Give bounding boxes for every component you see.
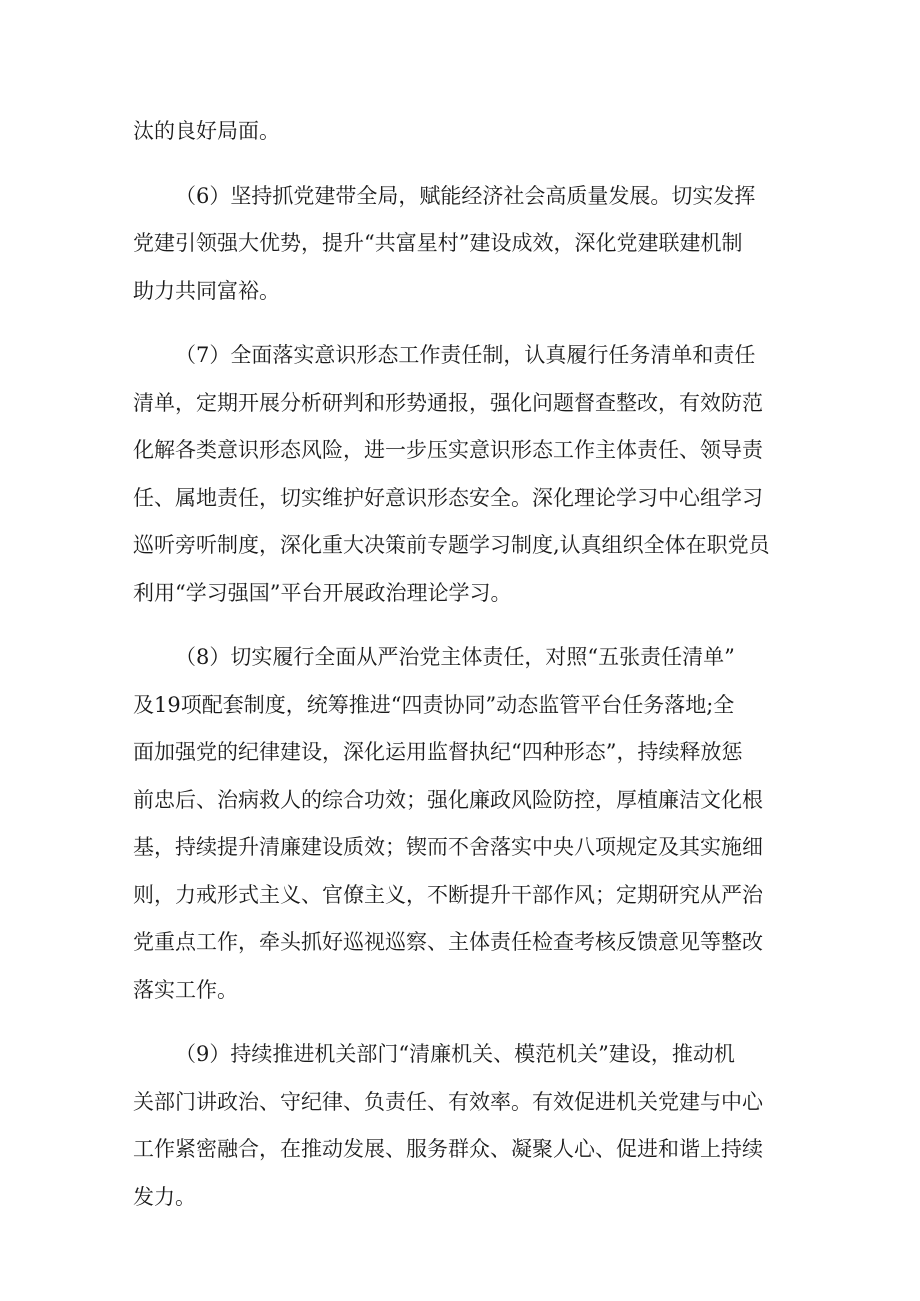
text-line: 助力共同富裕。 — [133, 278, 280, 303]
text-line: （9）持续推进机关部门“清廉机关、模范机关”建设，推动机 — [175, 1042, 735, 1066]
text-line: 利用“学习强国”平台开展政治理论学习。 — [133, 580, 512, 605]
text-line: 巡听旁听制度，深化重大决策前专题学习制度,认真组织全体在职党员 — [133, 533, 770, 557]
text-line: 汰的良好局面。 — [133, 119, 280, 143]
text-line: 发力。 — [133, 1184, 196, 1209]
text-line: 党重点工作，牵头抓好巡视巡察、主体责任检查考核反馈意见等整改 — [133, 930, 763, 954]
text-line: 清单，定期开展分析研判和形势通报，强化问题督查整改，有效防范 — [133, 390, 763, 415]
text-line: 前忠后、治病救人的综合功效；强化廉政风险防控，厚植廉洁文化根 — [133, 787, 763, 812]
text-line: 面加强党的纪律建设，深化运用监督执纪“四种形态”，持续释放惩 — [133, 740, 743, 764]
text-line: 关部门讲政治、守纪律、负责任、有效率。有效促进机关党建与中心 — [133, 1089, 763, 1114]
text-line: （8）切实履行全面从严治党主体责任，对照“五张责任清单” — [175, 645, 735, 669]
paragraph-continuation — [133, 108, 793, 156]
text-line: 任、属地责任，切实维护好意识形态安全。深化理论学习中心组学习 — [133, 485, 763, 510]
text-line: 工作紧密融合，在推动发展、服务群众、凝聚人心、促进和谐上持续 — [133, 1137, 763, 1161]
paragraph-item-9 — [133, 1031, 793, 1221]
paragraph-item-7 — [133, 332, 793, 617]
text-line: 化解各类意识形态风险，进一步压实意识形态工作主体责任、领导责 — [133, 438, 763, 462]
text-line: 党建引领强大优势，提升“共富星村”建设成效，深化党建联建机制 — [133, 231, 743, 255]
document-body — [133, 108, 793, 1238]
text-line: （7）全面落实意识形态工作责任制，认真履行任务清单和责任 — [175, 343, 756, 367]
text-line: 及19项配套制度，统筹推进“四责协同”动态监管平台任务落地;全 — [133, 692, 735, 717]
text-line: 落实工作。 — [133, 977, 238, 1002]
paragraph-item-6 — [133, 173, 793, 316]
paragraph-item-8 — [133, 634, 793, 1014]
text-line: 基，持续提升清廉建设质效；锲而不舍落实中央八项规定及其实施细 — [133, 835, 763, 859]
text-line: 则，力戒形式主义、官僚主义，不断提升干部作风；定期研究从严治 — [133, 882, 763, 907]
text-line: （6）坚持抓党建带全局，赋能经济社会高质量发展。切实发挥 — [175, 183, 756, 208]
